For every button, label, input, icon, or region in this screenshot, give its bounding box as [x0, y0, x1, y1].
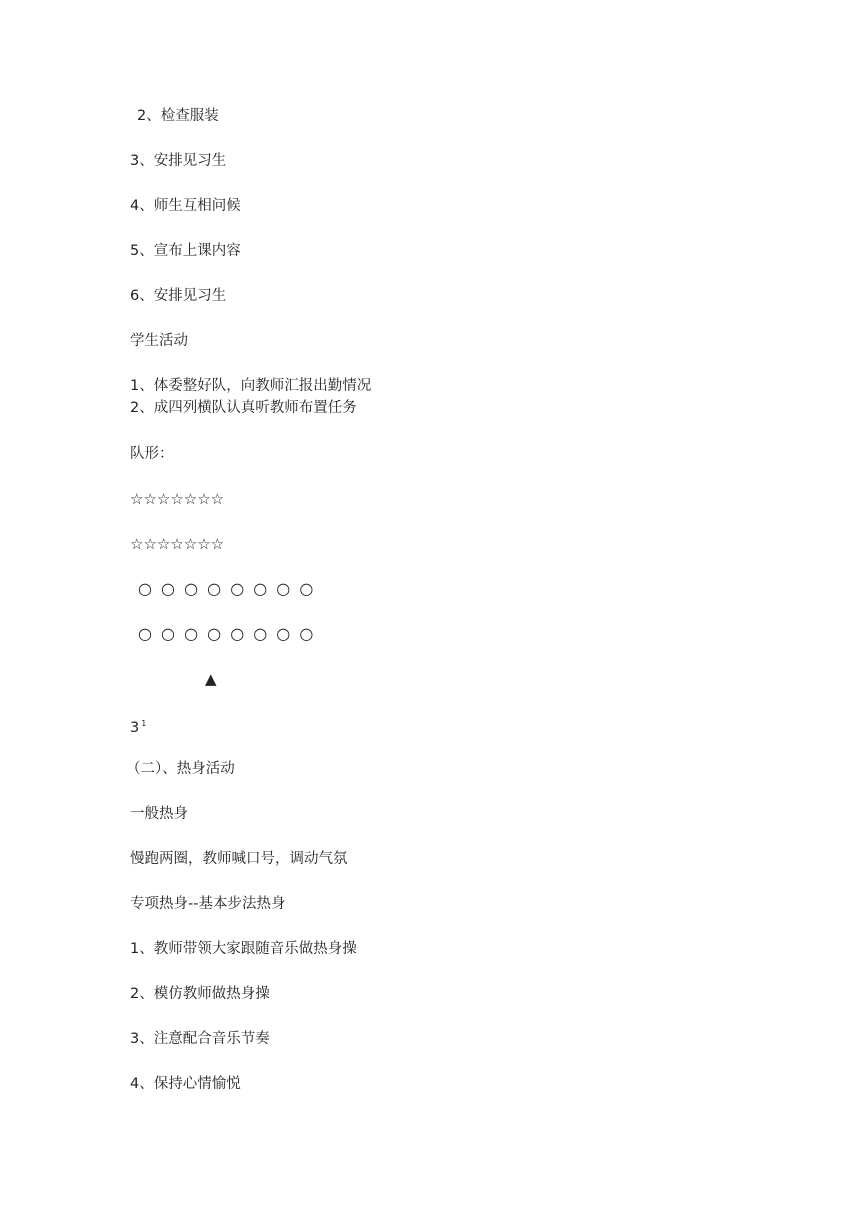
- time-note-superscript: 1: [141, 719, 147, 728]
- time-note: [130, 714, 146, 738]
- warmup-item-rhythm: 3、注意配合音乐节奏: [130, 1031, 270, 1047]
- teacher-item-arrange-observers: 3、安排见习生: [130, 153, 227, 169]
- special-warmup-heading: 专项热身--基本步法热身: [130, 896, 286, 912]
- formation-circle-row-2: ○ ○ ○ ○ ○ ○ ○ ○: [138, 624, 314, 643]
- formation-star-row-2: ☆☆☆☆☆☆☆: [130, 535, 225, 553]
- student-item-report: 1、体委整好队，向教师汇报出勤情况: [130, 378, 372, 394]
- warmup-item-mood: 4、保持心情愉悦: [130, 1076, 241, 1092]
- student-item-listen: 2、成四列横队认真听教师布置任务: [130, 400, 357, 416]
- warmup-heading: （二）、热身活动: [126, 761, 235, 777]
- teacher-position-marker: ▲: [205, 670, 217, 688]
- warmup-item-follow-music: 1、教师带领大家跟随音乐做热身操: [130, 941, 357, 957]
- formation-circle-row-1: ○ ○ ○ ○ ○ ○ ○ ○: [138, 579, 314, 598]
- formation-label: 队形：: [130, 446, 174, 462]
- general-warmup-text: 慢跑两圈，教师喊口号，调动气氛: [130, 851, 348, 867]
- warmup-item-imitate: 2、模仿教师做热身操: [130, 986, 270, 1002]
- formation-star-row-1: ☆☆☆☆☆☆☆: [130, 490, 225, 508]
- teacher-item-announce-content: 5、宣布上课内容: [130, 243, 241, 259]
- general-warmup-heading: 一般热身: [130, 806, 188, 822]
- teacher-item-arrange-observers-2: 6、安排见习生: [130, 288, 227, 304]
- time-note-value: 3: [130, 719, 140, 736]
- student-activity-heading: 学生活动: [130, 333, 188, 349]
- teacher-item-check-clothing: 2、检查服装: [137, 108, 219, 124]
- teacher-item-greeting: 4、师生互相问候: [130, 198, 241, 214]
